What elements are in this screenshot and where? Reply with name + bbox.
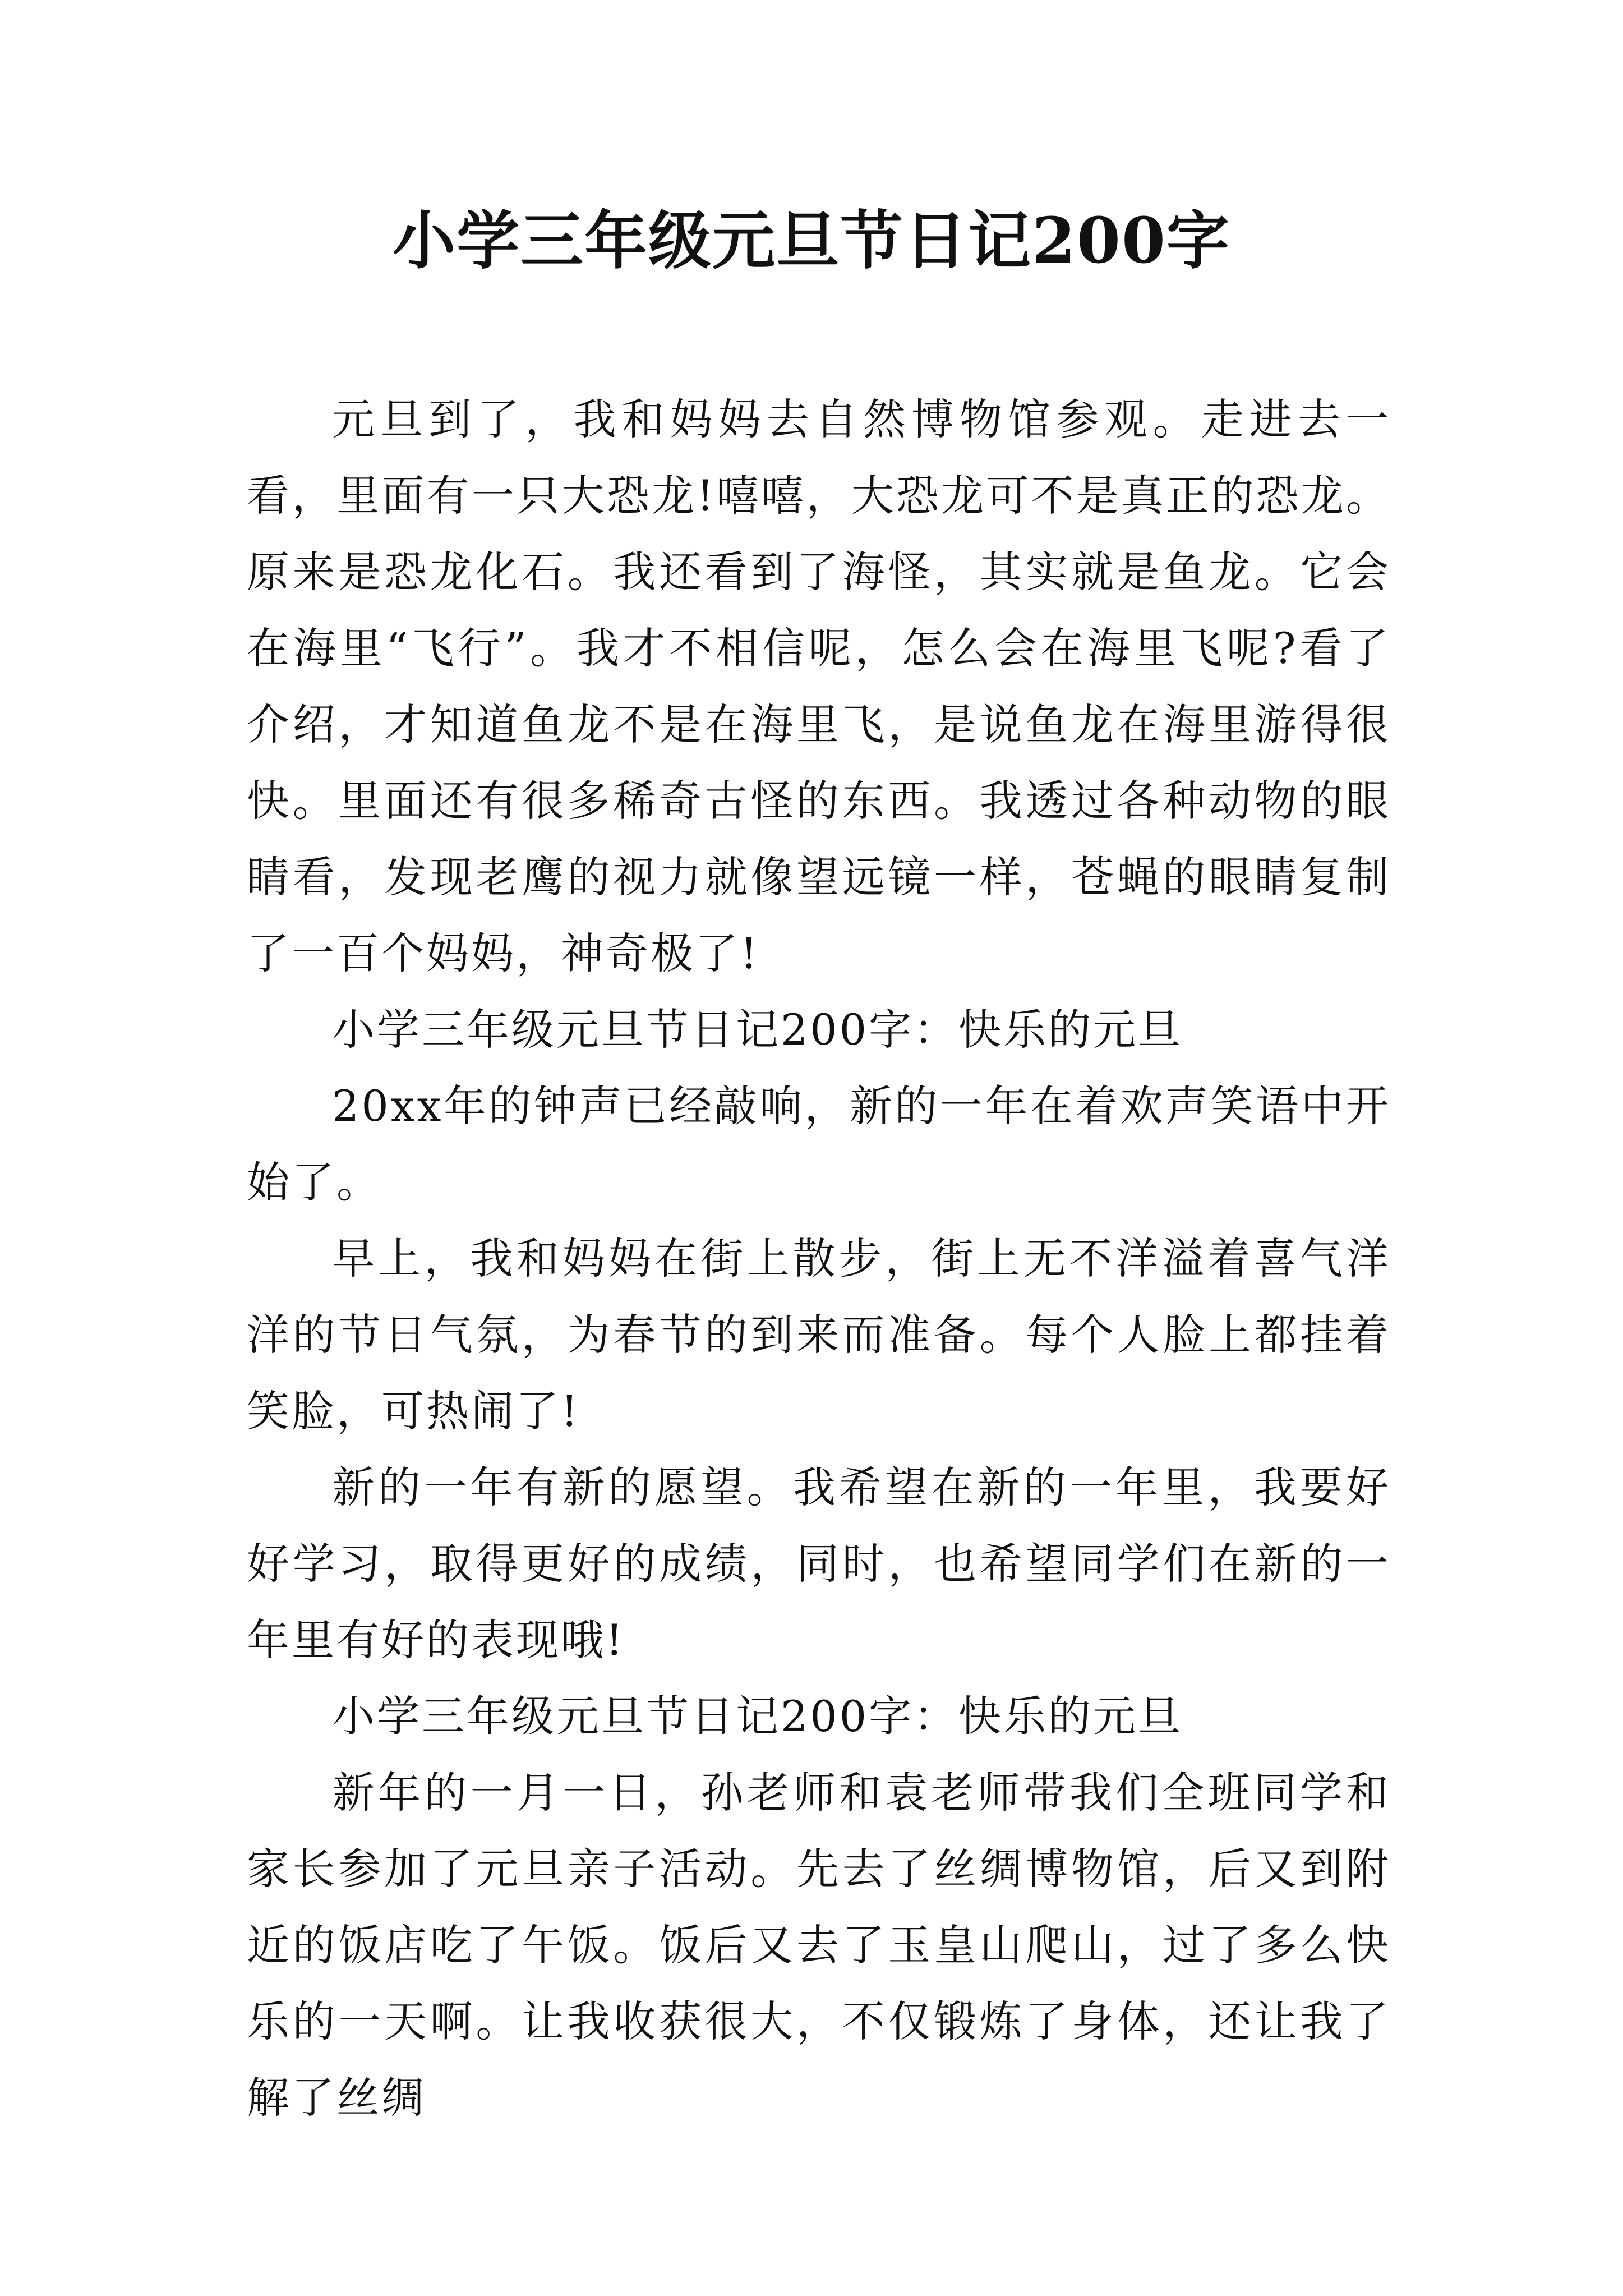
document-body (247, 381, 1391, 2136)
section-heading: 小学三年级元旦节日记200字：快乐的元旦 (332, 1005, 1183, 1055)
paragraph-morning-walk: 早上，我和妈妈在街上散步，街上无不洋溢着喜气洋洋的节日气氛，为春节的到来而准备。每个人脸上都挂着笑脸，可热闹了! (247, 1234, 1391, 1436)
section-heading: 小学三年级元旦节日记200字：快乐的元旦 (332, 1691, 1183, 1741)
document-title: 小学三年级元旦节日记200字 (393, 204, 1230, 278)
paragraph-new-year-wish: 新的一年有新的愿望。我希望在新的一年里，我要好好学习，取得更好的成绩，同时，也希望同学们在新的一年里有好的表现哦! (247, 1462, 1391, 1665)
paragraph-family-activity: 新年的一月一日，孙老师和袁老师带我们全班同学和家长参加了元旦亲子活动。先去了丝绸博物馆，后又到附近的饭店吃了午饭。饭后又去了玉皇山爬山，过了多么快乐的一天啊。让我收获很大，不仅锻炼了身体，还让我了解了丝绸 (247, 1768, 1391, 2123)
paragraph-new-year-bell: 20xx年的钟声已经敲响，新的一年在着欢声笑语中开始了。 (247, 1081, 1391, 1207)
paragraph-museum-visit: 元旦到了，我和妈妈去自然博物馆参观。走进去一看，里面有一只大恐龙!嘻嘻，大恐龙可不是真正的恐龙。原来是恐龙化石。我还看到了海怪，其实就是鱼龙。它会在海里“飞行”。我才不相信呢，怎么会在海里飞呢?看了介绍，才知道鱼龙不是在海里飞，是说鱼龙在海里游得很快。里面还有很多稀奇古怪的东西。我透过各种动物的眼睛看，发现老鹰的视力就像望远镜一样，苍蝇的眼睛复制了一百个妈妈，神奇极了! (247, 394, 1391, 978)
